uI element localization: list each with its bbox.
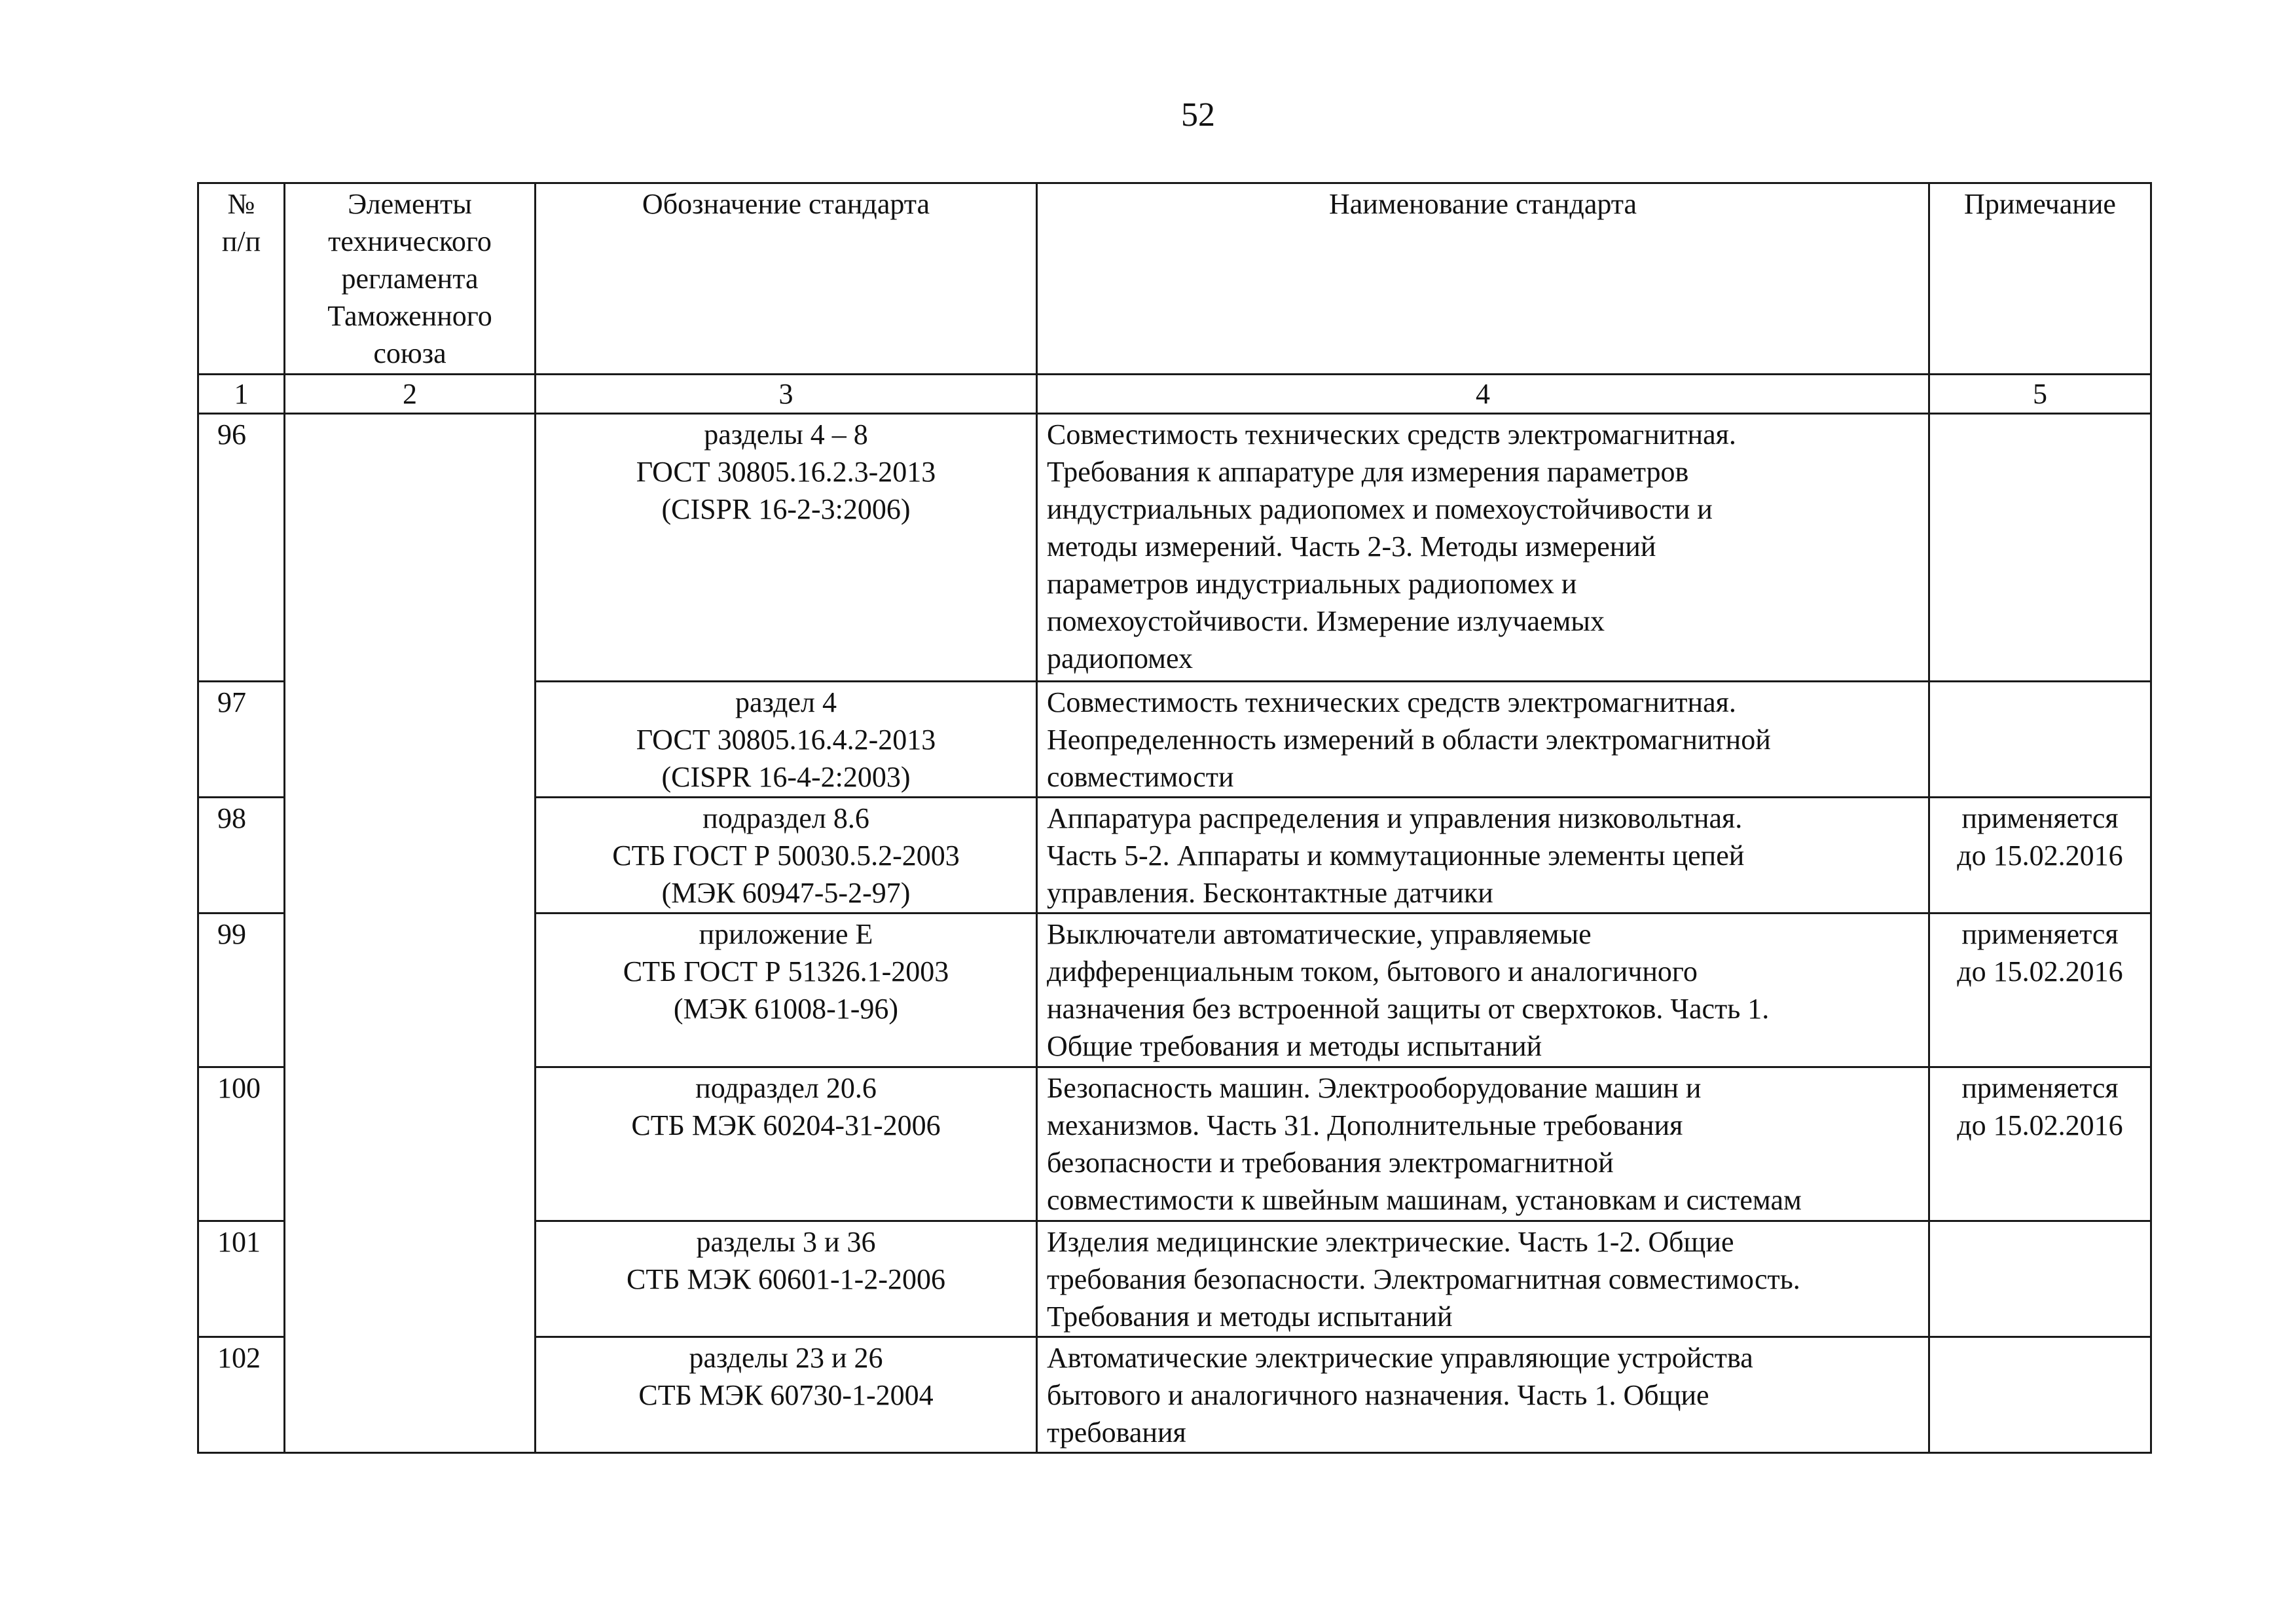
note-cell	[1929, 1221, 2151, 1337]
column-number: 3	[536, 375, 1037, 414]
header-elements: Элементы технического регламента Таможенного союза	[285, 183, 536, 375]
name-cell: Изделия медицинские электрические. Часть 1-2. Общие требования безопасности. Электромагнитная совместимость. Требования и методы испытаний	[1037, 1221, 1929, 1337]
name-cell: Аппаратура распределения и управления низковольтная. Часть 5-2. Аппараты и коммутационные элементы цепей управления. Бесконтактные датчики	[1037, 798, 1929, 913]
name-cell: Совместимость технических средств электромагнитная. Неопределенность измерений в области электромагнитной совместимости	[1037, 682, 1929, 798]
designation-cell: раздел 4 ГОСТ 30805.16.4.2-2013 (CISPR 16-4-2:2003)	[536, 682, 1037, 798]
column-number-row	[198, 375, 2151, 414]
table-header-row	[198, 183, 2151, 375]
designation-cell: приложение Е СТБ ГОСТ Р 51326.1-2003 (МЭК 61008-1-96)	[536, 913, 1037, 1067]
row-number: 98	[198, 798, 285, 913]
row-number: 101	[198, 1221, 285, 1337]
name-cell: Выключатели автоматические, управляемые дифференциальным током, бытового и аналогичного назначения без встроенной защиты от сверхтоков. Часть 1. Общие требования и методы испытаний	[1037, 913, 1929, 1067]
name-cell: Совместимость технических средств электромагнитная. Требования к аппаратуре для измерения параметров индустриальных радиопомех и помехоустойчивости и методы измерений. Часть 2-3. Методы измерений параметров индустриальных радиопомех и помехоустойчивости. Измерение излучаемых радиопомех	[1037, 414, 1929, 682]
name-cell: Автоматические электрические управляющие устройства бытового и аналогичного назначения. Часть 1. Общие требования	[1037, 1337, 1929, 1453]
header-designation: Обозначение стандарта	[536, 183, 1037, 375]
designation-cell: разделы 4 – 8 ГОСТ 30805.16.2.3-2013 (CISPR 16-2-3:2006)	[536, 414, 1037, 682]
column-number: 1	[198, 375, 285, 414]
table-row	[198, 414, 2151, 682]
row-number: 97	[198, 682, 285, 798]
row-number: 102	[198, 1337, 285, 1453]
row-number: 96	[198, 414, 285, 682]
designation-cell: подраздел 20.6 СТБ МЭК 60204-31-2006	[536, 1067, 1037, 1221]
header-number: № п/п	[198, 183, 285, 375]
standards-table	[197, 182, 2152, 1454]
note-cell: применяется до 15.02.2016	[1929, 1067, 2151, 1221]
note-cell	[1929, 682, 2151, 798]
header-name: Наименование стандарта	[1037, 183, 1929, 375]
row-number: 100	[198, 1067, 285, 1221]
column-number: 5	[1929, 375, 2151, 414]
designation-cell: подраздел 8.6 СТБ ГОСТ Р 50030.5.2-2003 (МЭК 60947-5-2-97)	[536, 798, 1037, 913]
designation-cell: разделы 3 и 36 СТБ МЭК 60601-1-2-2006	[536, 1221, 1037, 1337]
note-cell: применяется до 15.02.2016	[1929, 913, 2151, 1067]
elements-cell-merged	[285, 414, 536, 1453]
note-cell	[1929, 414, 2151, 682]
column-number: 4	[1037, 375, 1929, 414]
row-number: 99	[198, 913, 285, 1067]
page-number: 52	[1181, 96, 1215, 134]
name-cell: Безопасность машин. Электрооборудование машин и механизмов. Часть 31. Дополнительные требования безопасности и требования электромагнитной совместимости к швейным машинам, установкам и системам	[1037, 1067, 1929, 1221]
header-note: Примечание	[1929, 183, 2151, 375]
note-cell	[1929, 1337, 2151, 1453]
note-cell: применяется до 15.02.2016	[1929, 798, 2151, 913]
designation-cell: разделы 23 и 26 СТБ МЭК 60730-1-2004	[536, 1337, 1037, 1453]
column-number: 2	[285, 375, 536, 414]
